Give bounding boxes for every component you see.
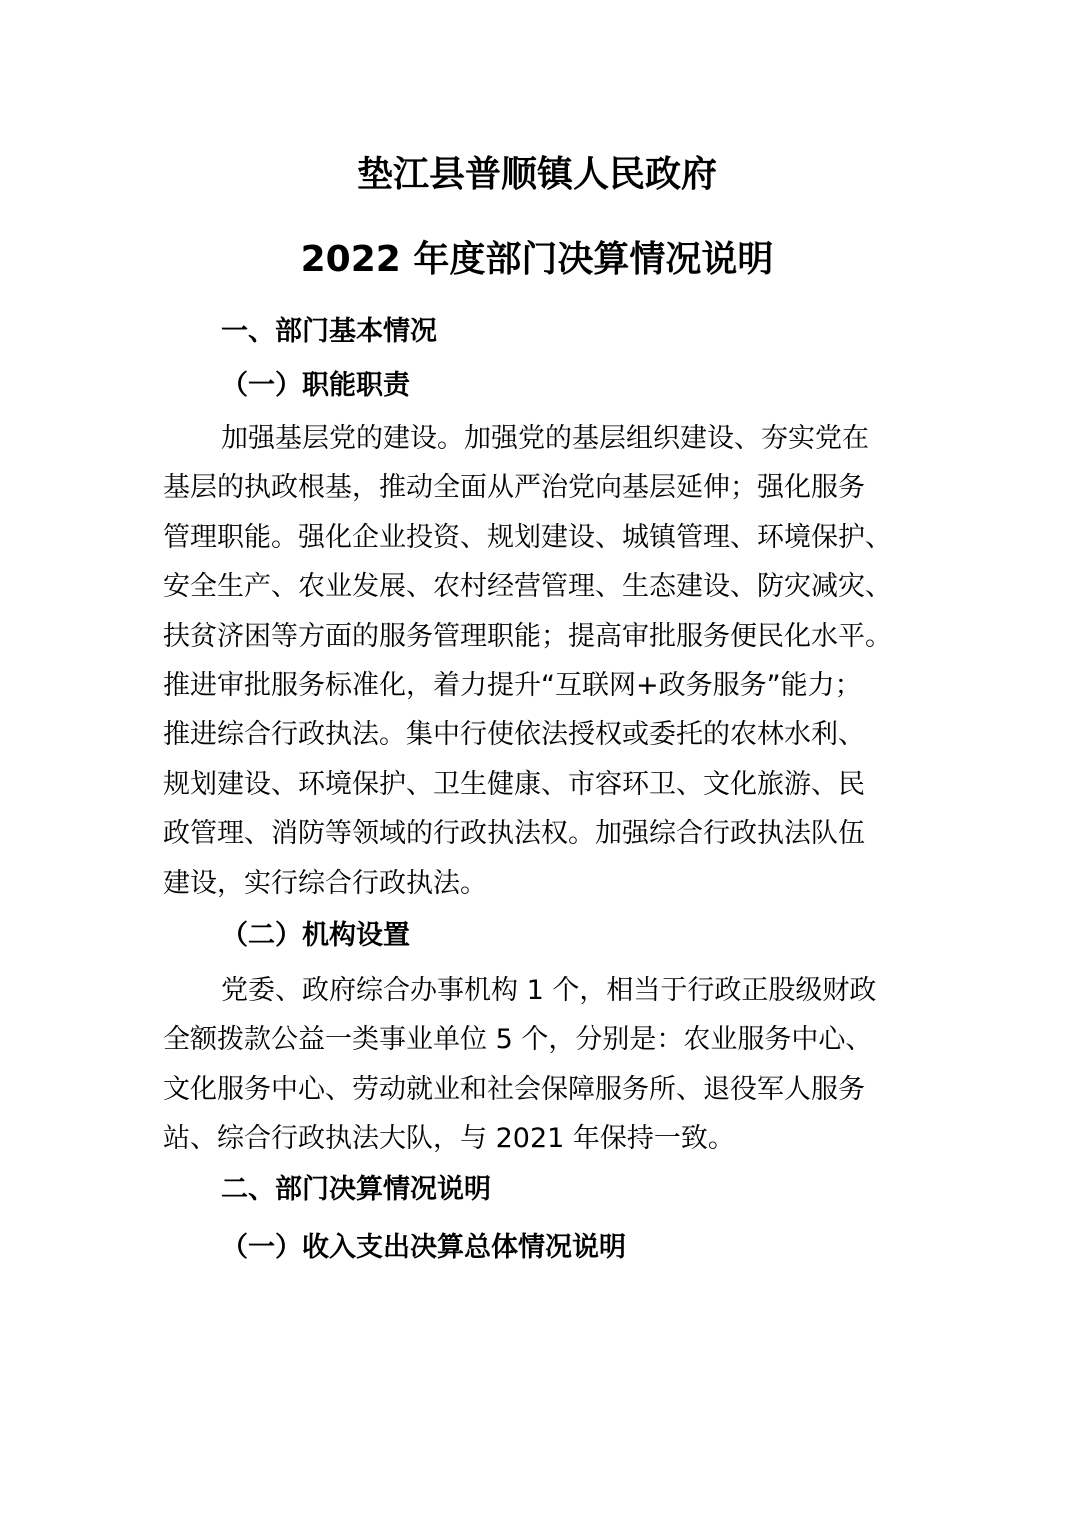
- section2-sub1-heading: （一）收入支出决算总体情况说明: [221, 1232, 626, 1263]
- organization-paragraph: [163, 966, 915, 1164]
- section1-heading: 一、部门基本情况: [221, 316, 437, 347]
- paragraph-line: 推进审批服务标准化，着力提升“互联网+政务服务”能力；: [163, 669, 862, 701]
- paragraph-line: 政管理、消防等领域的行政执法权。加强综合行政执法队伍: [163, 818, 865, 850]
- paragraph-line: 基层的执政根基，推动全面从严治党向基层延伸；强化服务: [163, 472, 865, 504]
- paragraph-line: 全额拨款公益一类事业单位 5 个，分别是：农业服务中心、: [163, 1024, 873, 1056]
- section2-heading: 二、部门决算情况说明: [221, 1174, 491, 1205]
- section1-sub1-heading: （一）职能职责: [221, 370, 410, 401]
- paragraph-line: 站、综合行政执法大队，与 2021 年保持一致。: [163, 1123, 735, 1155]
- document-title-line2: 2022 年度部门决算情况说明: [300, 239, 774, 280]
- paragraph-line: 管理职能。强化企业投资、规划建设、城镇管理、环境保护、: [163, 521, 892, 553]
- section1-sub2-heading: （二）机构设置: [221, 920, 410, 951]
- paragraph-line: 扶贫济困等方面的服务管理职能；提高审批服务便民化水平。: [163, 620, 892, 652]
- duties-paragraph: [163, 414, 915, 908]
- paragraph-line: 党委、政府综合办事机构 1 个，相当于行政正股级财政: [221, 975, 877, 1006]
- paragraph-line: 规划建设、环境保护、卫生健康、市容环卫、文化旅游、民: [163, 768, 865, 800]
- document-title-line1: 垫江县普顺镇人民政府: [356, 154, 717, 195]
- paragraph-line: 文化服务中心、劳动就业和社会保障服务所、退役军人服务: [163, 1073, 865, 1105]
- paragraph-line: 建设，实行综合行政执法。: [163, 867, 487, 899]
- paragraph-line: 推进综合行政执法。集中行使依法授权或委托的农林水利、: [163, 719, 865, 751]
- paragraph-line: 加强基层党的建设。加强党的基层组织建设、夯实党在: [221, 423, 869, 454]
- paragraph-line: 安全生产、农业发展、农村经营管理、生态建设、防灾减灾、: [163, 571, 892, 603]
